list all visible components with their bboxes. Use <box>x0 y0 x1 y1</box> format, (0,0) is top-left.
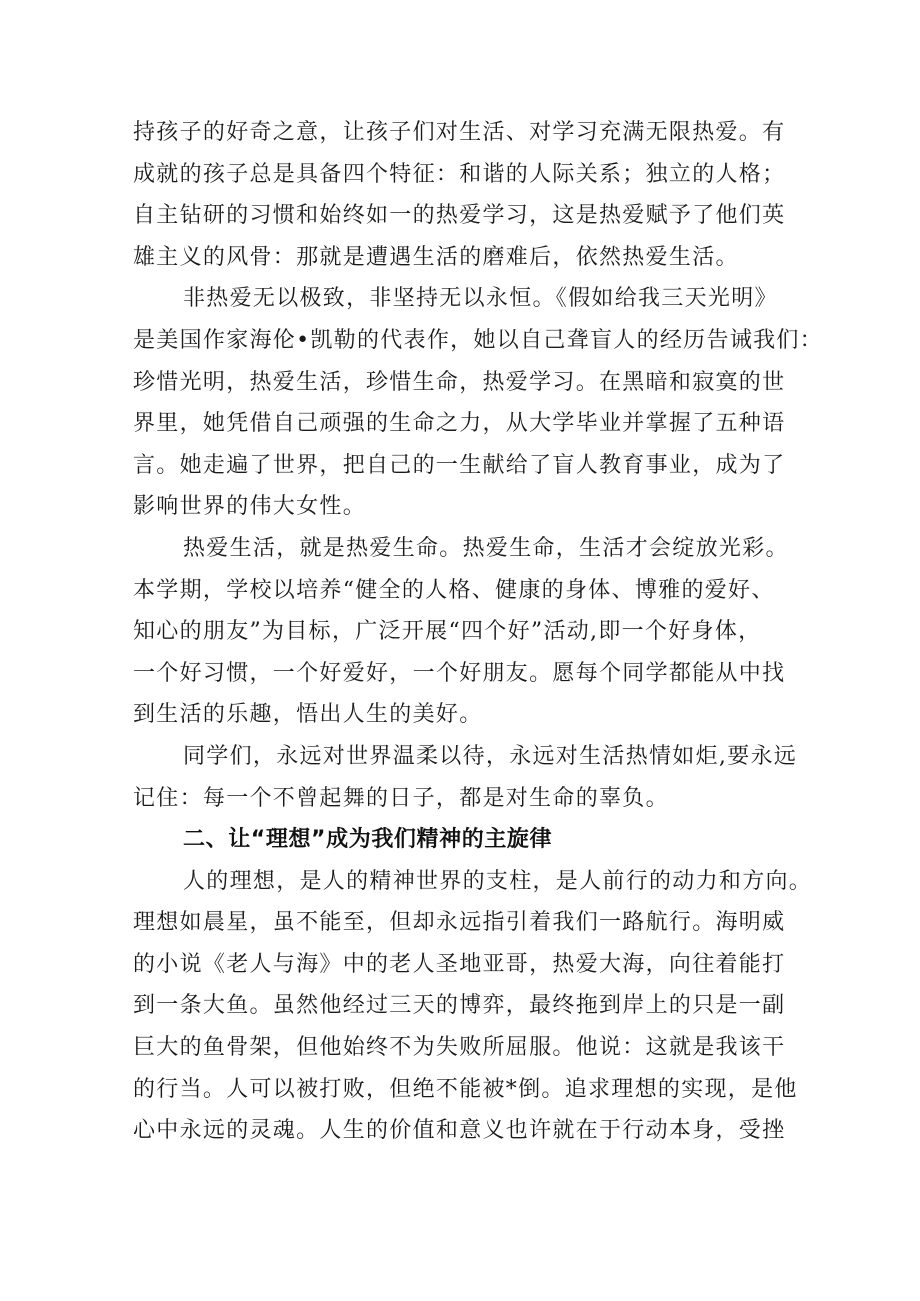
text-line: 一个好习惯，一个好爱好，一个好朋友。愿每个同学都能从中找 <box>133 660 786 686</box>
paragraph-1 <box>133 112 793 278</box>
text-line: 言。她走遍了世界，把自己的一生献给了盲人教育事业，成为了 <box>133 452 786 478</box>
text-line: 成就的孩子总是具备四个特征：和谐的人际关系；独立的人格； <box>133 161 786 187</box>
text-line: 巨大的鱼骨架，但他始终不为失败所屈服。他说：这就是我该干 <box>133 1035 786 1061</box>
text-line: 影响世界的伟大女性。 <box>133 494 367 520</box>
paragraph-2 <box>133 278 823 528</box>
text-line: 本学期，学校以培养“健全的人格、健康的身体、博雅的爱好、 <box>133 577 775 603</box>
text-line: 的行当。人可以被打败，但绝不能被*倒。追求理想的实现，是他 <box>133 1076 798 1102</box>
paragraph-4 <box>133 736 798 819</box>
text-line: 珍惜光明，热爱生活，珍惜生命，热爱学习。在黑暗和寂寞的世 <box>133 369 786 395</box>
section-heading: 二、让“理想”成为我们精神的主旋律 <box>183 827 553 853</box>
text-line: 心中永远的灵魂。人生的价值和意义也许就在于行动本身，受挫 <box>133 1118 786 1144</box>
text-line: 到生活的乐趣，悟出人生的美好。 <box>133 702 483 728</box>
text-line: 同学们，永远对世界温柔以待，永远对生活热情如炬,要永远 <box>183 743 798 769</box>
text-line: 自主钻研的习惯和始终如一的热爱学习，这是热爱赋予了他们英 <box>133 203 786 229</box>
text-line: 知心的朋友”为目标，广泛开展“四个好”活动,即一个好身体， <box>133 619 762 645</box>
text-line: 人的理想，是人的精神世界的支柱，是人前行的动力和方向。 <box>183 868 813 894</box>
paragraph-5 <box>133 861 813 1152</box>
text-line: 到一条大鱼。虽然他经过三天的博弈，最终拖到岸上的只是一副 <box>133 993 786 1019</box>
document-body <box>133 112 823 1152</box>
text-line: 持孩子的好奇之意，让孩子们对生活、对学习充满无限热爱。有 <box>133 120 786 145</box>
text-line: 热爱生活，就是热爱生命。热爱生命，生活才会绽放光彩。 <box>183 535 789 561</box>
text-line: 是美国作家海伦•凯勒的代表作，她以自己聋盲人的经历告诫我们： <box>133 327 823 353</box>
text-line: 的小说《老人与海》中的老人圣地亚哥，热爱大海，向往着能打 <box>133 951 786 977</box>
paragraph-3 <box>133 528 793 736</box>
text-line: 界里，她凭借自己顽强的生命之力，从大学毕业并掌握了五种语 <box>133 411 786 437</box>
text-line: 雄主义的风骨：那就是遭遇生活的磨难后，依然热爱生活。 <box>133 244 739 270</box>
text-line: 理想如晨星，虽不能至，但却永远指引着我们一路航行。海明威 <box>133 910 786 936</box>
text-line: 记住：每一个不曾起舞的日子，都是对生命的辜负。 <box>133 785 669 811</box>
text-line: 非热爱无以极致，非坚持无以永恒。《假如给我三天光明》 <box>183 286 778 312</box>
